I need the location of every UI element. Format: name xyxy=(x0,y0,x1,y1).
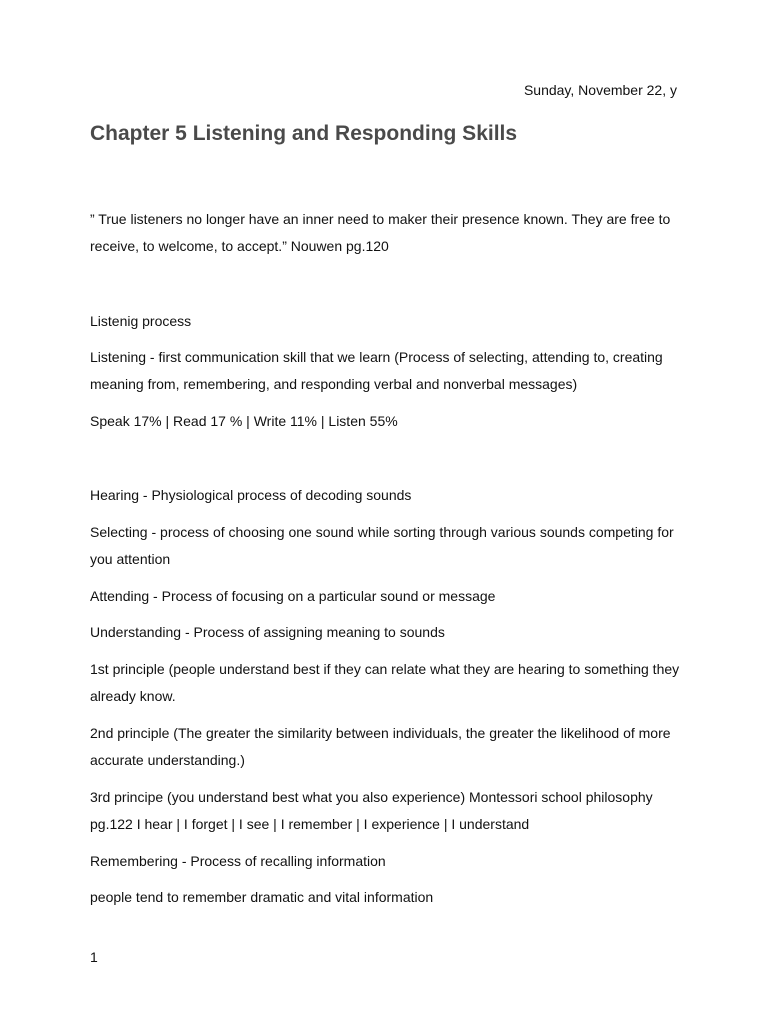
understanding-definition: Understanding - Process of assigning meaning to sounds xyxy=(90,624,445,640)
quote-paragraph: ” True listeners no longer have an inner need to maker their presence known. They are free to receive, to welcome, to accept.” Nouwen pg.120 xyxy=(90,211,671,254)
second-principle: 2nd principle (The greater the similarity between individuals, the greater the likelihood of more accurate understanding.) xyxy=(90,725,671,768)
chapter-title: Chapter 5 Listening and Responding Skills xyxy=(90,122,518,145)
communication-stats: Speak 17% | Read 17 % | Write 11% | Listen 55% xyxy=(90,413,398,429)
page-number: 1 xyxy=(90,949,98,965)
selecting-definition: Selecting - process of choosing one sound while sorting through various sounds competing for you attention xyxy=(90,524,674,567)
section-heading: Listenig process xyxy=(90,313,192,329)
document-date: Sunday, November 22, y xyxy=(523,82,677,98)
first-principle: 1st principle (people understand best if they can relate what they are hearing to something they already know. xyxy=(90,661,680,704)
listening-definition: Listening - first communication skill that we learn (Process of selecting, attending to, creating meaning from, remembering, and responding verbal and nonverbal messages) xyxy=(90,349,663,392)
hearing-definition: Hearing - Physiological process of decoding sounds xyxy=(90,487,412,503)
attending-definition: Attending - Process of focusing on a particular sound or message xyxy=(90,588,496,604)
remembering-definition: Remembering - Process of recalling information xyxy=(90,853,386,869)
third-principle: 3rd principe (you understand best what you also experience) Montessori school philosophy pg.122 I hear | I forget | I see | I remember | I experience | I understand xyxy=(90,789,653,832)
remembering-note: people tend to remember dramatic and vital information xyxy=(90,889,434,905)
